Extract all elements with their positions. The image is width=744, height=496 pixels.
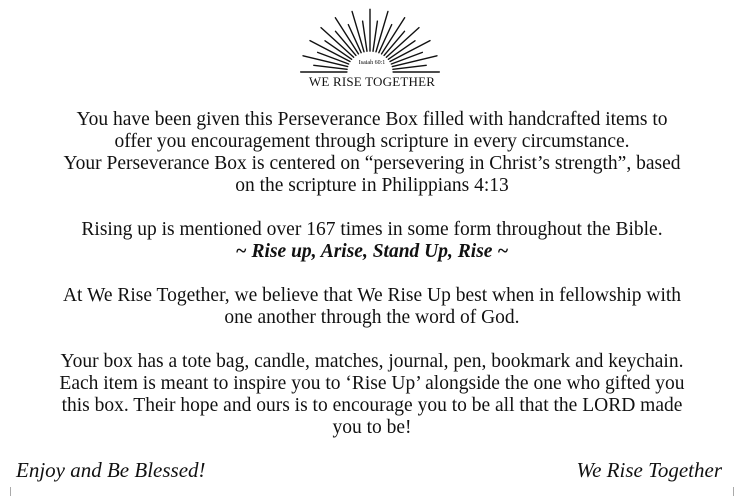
paragraph-rising: Rising up is mentioned over 167 times in some form throughout the Bible. [81,219,663,240]
logo-verse: Isaiah 60:1 [358,60,386,66]
sun-ray [386,28,419,58]
paragraph-intro-4: on the scripture in Philippians 4:13 [235,175,509,196]
paragraph-intro-1: You have been given this Perseverance Box filled with handcrafted items to [76,109,668,130]
paragraph-intro-2: offer you encouragement through scripture in every circumstance. [114,131,630,152]
signoff-right: We Rise Together [576,458,722,482]
paragraph-fellowship-1: At We Rise Together, we believe that We Rise Up best when in fellowship with [62,285,682,306]
paragraph-intro-3: Your Perseverance Box is centered on “persevering in Christ’s strength”, based [63,153,681,174]
sun-ray [363,21,367,51]
paragraph-items-3: this box. Their hope and ours is to encourage you to be all that the LORD made [61,395,683,416]
crop-mark [10,487,11,496]
logo-brand-name: WE RISE TOGETHER [308,74,436,89]
paragraph-fellowship-2: one another through the word of God. [224,307,520,328]
sun-ray [373,21,377,51]
crop-mark [733,487,734,496]
message-body [0,109,744,439]
paragraph-items-1: Your box has a tote bag, candle, matches, journal, pen, bookmark and keychain. [60,351,684,372]
paragraph-items-2: Each item is meant to inspire you to ‘Rise Up’ alongside the one who gifted you [59,373,685,394]
rise-emphasis: ~ Rise up, Arise, Stand Up, Rise ~ [235,241,509,262]
sun-ray [321,28,354,58]
signoff-left: Enjoy and Be Blessed! [16,458,206,482]
paragraph-items-4: you to be! [332,417,412,438]
